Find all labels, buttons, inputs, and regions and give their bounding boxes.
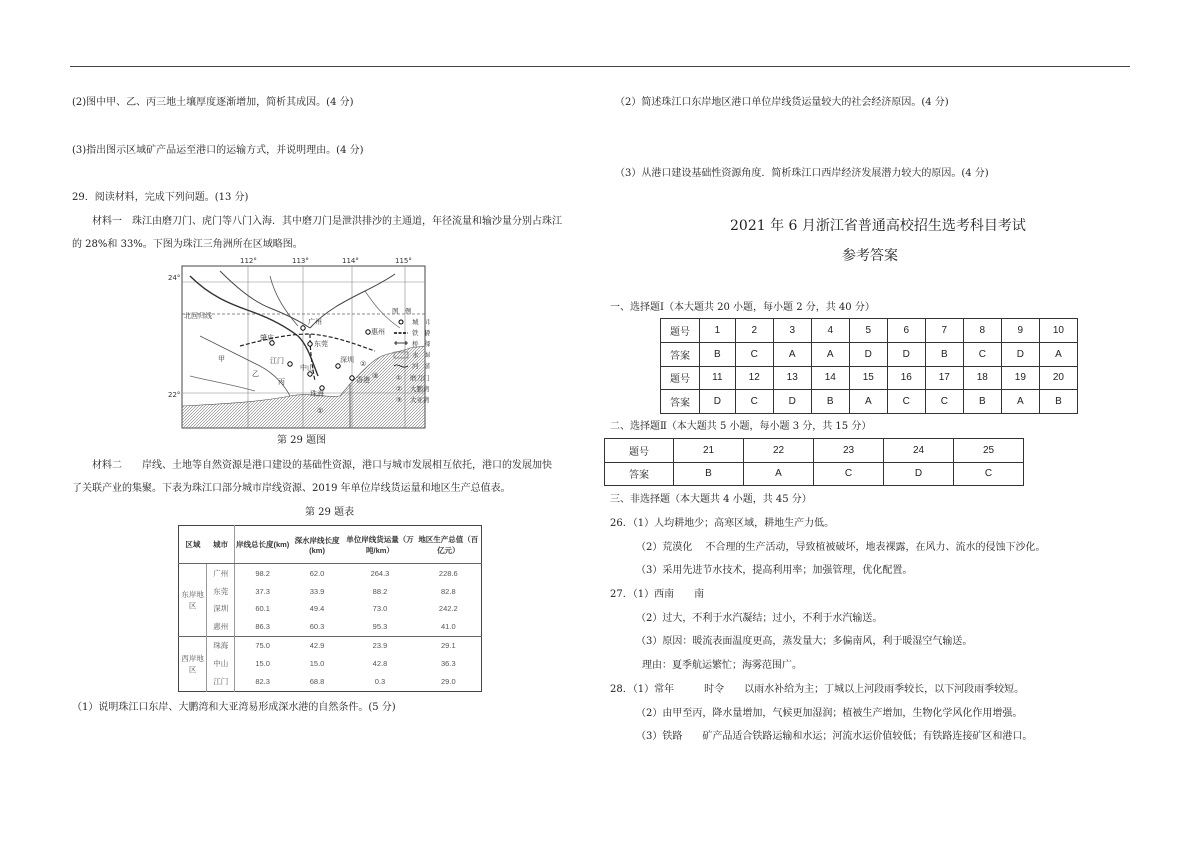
header-freight-per-km: 单位岸线货运量（万吨/km） bbox=[344, 526, 415, 564]
cell: C bbox=[735, 390, 773, 414]
cell: 95.3 bbox=[372, 622, 388, 632]
cell: 13 bbox=[773, 366, 811, 390]
cell: 20 bbox=[1039, 366, 1077, 390]
section-2-heading: 二、选择题Ⅱ（本大题共 5 小题，每小题 3 分，共 15 分） bbox=[610, 421, 872, 432]
cell: 深圳 bbox=[207, 600, 235, 618]
cell: A bbox=[811, 342, 849, 366]
cell: 17 bbox=[925, 366, 963, 390]
cell: 2 bbox=[735, 319, 773, 343]
answer-27-4: 理由：夏季航运繁忙；海雾范围广。 bbox=[642, 660, 802, 671]
cell: 21 bbox=[674, 439, 744, 463]
cell: 0.3 bbox=[374, 677, 386, 687]
cell: 16 bbox=[887, 366, 925, 390]
cell: 42.8 bbox=[372, 659, 388, 669]
row-label: 答案 bbox=[661, 342, 700, 366]
cell: A bbox=[773, 342, 811, 366]
place-hongkong: 香港 bbox=[356, 376, 370, 384]
map-drawing bbox=[160, 256, 430, 432]
cell: A bbox=[849, 390, 887, 414]
question-29-3: （3）从港口建设基础性资源角度．简析珠江口西岸经济发展潜力较大的原因。(4 分) bbox=[615, 168, 989, 179]
cell: 1 bbox=[700, 319, 736, 343]
cell: D bbox=[700, 390, 736, 414]
table-row bbox=[179, 600, 482, 618]
cell: C bbox=[814, 462, 884, 486]
answer-28-1: 28．（1）常年 时令 以雨水补给为主；丁城以上河段雨季较长，以下河段雨季较短。 bbox=[610, 684, 1025, 695]
cell: 24 bbox=[884, 439, 954, 463]
legend-water: 水 域 bbox=[412, 351, 430, 359]
answer-table-2 bbox=[604, 438, 1024, 486]
legend-city: 城 市 bbox=[412, 318, 430, 326]
cell: C bbox=[925, 390, 963, 414]
legend-mark-3: ③ bbox=[396, 396, 402, 404]
map-caption: 第 29 题图 bbox=[277, 435, 327, 446]
cell: 68.8 bbox=[309, 677, 325, 687]
cell: C bbox=[887, 390, 925, 414]
legend-dapeng: 大鹏湾 bbox=[410, 385, 430, 393]
place-bing: 丙 bbox=[278, 378, 285, 386]
row-label: 题号 bbox=[605, 439, 674, 463]
cell: A bbox=[1039, 342, 1077, 366]
place-dongguan: 东莞 bbox=[314, 340, 328, 348]
cell: B bbox=[811, 390, 849, 414]
answer-28-3: （3）铁路 矿产品适合铁路运输和水运；河流水运价值较低；有铁路连接矿区和港口。 bbox=[636, 731, 1033, 742]
cell: B bbox=[700, 342, 736, 366]
question-29-2: （2）简述珠江口东岸地区港口单位岸线货运量较大的社会经济原因。(4 分) bbox=[615, 97, 949, 108]
cell: 11 bbox=[700, 366, 736, 390]
cell: 15.0 bbox=[309, 659, 325, 669]
question-28-2: (2)图中甲、乙、丙三地土壤厚度逐渐增加，简析其成因。(4 分) bbox=[72, 97, 354, 108]
header-deepwater-length: 深水岸线长度(km) bbox=[290, 526, 344, 564]
section-3-heading: 三、非选择题（本大题共 4 小题，共 45 分） bbox=[610, 494, 812, 505]
place-zhongshan: 中山 bbox=[300, 364, 314, 372]
marker-1: ① bbox=[317, 407, 324, 415]
table-row bbox=[179, 582, 482, 600]
cell: 5 bbox=[849, 319, 887, 343]
cell: 75.0 bbox=[235, 636, 290, 655]
place-jia: 甲 bbox=[218, 355, 225, 363]
cell: 4 bbox=[811, 319, 849, 343]
region-east: 东岸地区 bbox=[179, 564, 207, 637]
cell: D bbox=[884, 462, 954, 486]
cell: C bbox=[954, 462, 1024, 486]
cell: 82.3 bbox=[255, 677, 270, 687]
cell: 12 bbox=[735, 366, 773, 390]
cell: B bbox=[674, 462, 744, 486]
legend-mark-2: ② bbox=[396, 385, 402, 393]
cell: 228.6 bbox=[438, 568, 458, 578]
answer-28-2: （2）由甲至丙，降水量增加，气候更加湿润；植被生产增加，生物化学风化作用增强。 bbox=[636, 708, 1023, 719]
cell: 60.3 bbox=[309, 622, 325, 632]
header-rule bbox=[70, 66, 1130, 67]
answer-26-1: 26．（1）人均耕地少；高寒区域，耕地生产力低。 bbox=[610, 518, 835, 529]
cell: D bbox=[1001, 342, 1039, 366]
cell: A bbox=[744, 462, 814, 486]
cell: 29.0 bbox=[441, 677, 456, 687]
legend-title: 图 例 bbox=[392, 307, 412, 315]
cell: D bbox=[773, 390, 811, 414]
header-coastline-length: 岸线总长度(km) bbox=[235, 526, 290, 564]
header-city: 城市 bbox=[207, 526, 235, 564]
cell: 15.0 bbox=[255, 659, 270, 669]
place-guangzhou: 广州 bbox=[308, 318, 322, 326]
cell: 中山 bbox=[207, 655, 235, 673]
cell: 10 bbox=[1039, 319, 1077, 343]
legend-railway: 铁 路 bbox=[412, 329, 430, 337]
cell: 29.1 bbox=[416, 636, 482, 655]
cell: 264.3 bbox=[370, 568, 390, 578]
place-huizhou: 惠州 bbox=[371, 328, 385, 336]
table-row bbox=[179, 655, 482, 673]
lon-label-114: 114° bbox=[342, 257, 359, 265]
header-region: 区域 bbox=[179, 526, 207, 564]
cell: B bbox=[963, 390, 1001, 414]
cell: 33.9 bbox=[309, 586, 325, 596]
answer-27-1: 27．（1）西南 南 bbox=[610, 589, 705, 600]
answer-26-3: （3）采用先进节水技术，提高利用率；加强管理，优化配置。 bbox=[636, 565, 913, 576]
cell: 60.1 bbox=[255, 604, 270, 614]
cell: 86.3 bbox=[255, 622, 270, 632]
cell: 82.8 bbox=[441, 586, 456, 596]
cell: 88.2 bbox=[372, 586, 388, 596]
cell: 41.0 bbox=[441, 622, 456, 632]
place-jiangmen: 江门 bbox=[270, 357, 284, 365]
row-label: 答案 bbox=[605, 462, 674, 486]
cell: 42.9 bbox=[290, 636, 344, 655]
legend-mark-1: ① bbox=[396, 374, 402, 382]
cell: 3 bbox=[773, 319, 811, 343]
coastline-stats-table bbox=[178, 525, 482, 692]
cell: B bbox=[925, 342, 963, 366]
marker-2: ② bbox=[360, 360, 367, 368]
cell: 8 bbox=[963, 319, 1001, 343]
cell: A bbox=[1001, 390, 1039, 414]
tropic-label: 北回归线 bbox=[184, 312, 212, 320]
material-2-line-2: 了关联产业的集聚。下表为珠江口部分城市岸线资源、2019 年单位岸线货运量和地区生产总值表。 bbox=[72, 483, 511, 494]
cell: C bbox=[963, 342, 1001, 366]
cell: 62.0 bbox=[309, 568, 325, 578]
question-28-3: (3)指出图示区域矿产品运至港口的运输方式，并说明理由。(4 分) bbox=[72, 145, 364, 156]
table-row bbox=[179, 564, 482, 583]
cell: 73.0 bbox=[372, 604, 388, 614]
cell: 15 bbox=[849, 366, 887, 390]
cell: 9 bbox=[1001, 319, 1039, 343]
place-shenzhen: 深圳 bbox=[340, 356, 354, 364]
table-row bbox=[179, 673, 482, 692]
table-row bbox=[179, 636, 482, 655]
legend-river: 河 流 bbox=[412, 362, 430, 370]
cell: 19 bbox=[1001, 366, 1039, 390]
cell: 23.9 bbox=[344, 636, 415, 655]
cell: 49.4 bbox=[309, 604, 325, 614]
section-1-heading: 一、选择题Ⅰ（本大题共 20 小题，每小题 2 分，共 40 分） bbox=[610, 302, 875, 313]
cell: 37.3 bbox=[255, 586, 270, 596]
lon-label-115: 115° bbox=[395, 257, 412, 265]
lat-label-24: 24° bbox=[168, 274, 181, 282]
table-row bbox=[179, 618, 482, 637]
cell: 珠海 bbox=[207, 636, 235, 655]
lat-label-22: 22° bbox=[168, 391, 181, 399]
answer-27-3: （3）原因：暖流表面温度更高，蒸发量大；多偏南风，利于暖湿空气输送。 bbox=[636, 636, 973, 647]
cell: B bbox=[1039, 390, 1077, 414]
place-yi: 乙 bbox=[252, 370, 259, 378]
marker-3: ③ bbox=[372, 372, 379, 380]
lon-label-113: 113° bbox=[292, 257, 309, 265]
place-zhuhai: 珠海 bbox=[310, 390, 324, 398]
cell: 36.3 bbox=[441, 659, 456, 669]
cell: 14 bbox=[811, 366, 849, 390]
answer-27-2: （2）过大，不利于水汽凝结；过小，不利于水汽输送。 bbox=[636, 613, 883, 624]
row-label: 题号 bbox=[661, 366, 700, 390]
lon-label-112: 112° bbox=[240, 257, 257, 265]
legend-modaomen: 磨刀门 bbox=[410, 374, 430, 382]
cell: 18 bbox=[963, 366, 1001, 390]
legend-bridge: 桥 梁 bbox=[412, 340, 430, 348]
header-gdp: 地区生产总值（百亿元） bbox=[416, 526, 482, 564]
pearl-river-delta-map bbox=[160, 256, 430, 432]
material-1-line-1: 材料一 珠江由磨刀门、虎门等八门入海．其中磨刀门是泄洪排沙的主通道，年径流量和输沙量分别占珠江 bbox=[92, 216, 562, 227]
cell: 惠州 bbox=[207, 618, 235, 637]
cell: 6 bbox=[887, 319, 925, 343]
answer-table-1 bbox=[660, 318, 1078, 414]
question-29-title: 29．阅读材料，完成下列问题。(13 分) bbox=[72, 192, 249, 203]
cell: 7 bbox=[925, 319, 963, 343]
exam-title: 2021 年 6 月浙江省普通高校招生选考科目考试 bbox=[730, 218, 1026, 234]
region-west: 西岸地区 bbox=[179, 636, 207, 691]
answer-title: 参考答案 bbox=[842, 248, 898, 264]
question-29-1: （1）说明珠江口东岸、大鹏湾和大亚湾易形成深水港的自然条件。(5 分) bbox=[72, 702, 396, 713]
material-2-line-1: 材料二 岸线、土地等自然资源是港口建设的基础性资源，港口与城市发展相互依托，港口的发展加快 bbox=[92, 460, 552, 471]
row-label: 答案 bbox=[661, 390, 700, 414]
row-label: 题号 bbox=[661, 319, 700, 343]
cell: 242.2 bbox=[438, 604, 458, 614]
cell: 22 bbox=[744, 439, 814, 463]
table-caption: 第 29 题表 bbox=[305, 507, 355, 518]
cell: 东莞 bbox=[207, 582, 235, 600]
cell: D bbox=[849, 342, 887, 366]
place-zhaoqing: 肇庆 bbox=[260, 334, 274, 342]
cell: C bbox=[735, 342, 773, 366]
material-1-line-2: 的 28%和 33%。下图为珠江三角洲所在区域略图。 bbox=[72, 239, 303, 250]
legend-daya: 大亚湾 bbox=[410, 396, 430, 404]
cell: 江门 bbox=[207, 673, 235, 692]
cell: 广州 bbox=[207, 564, 235, 583]
cell: 23 bbox=[814, 439, 884, 463]
cell: 98.2 bbox=[255, 568, 270, 578]
answer-26-2: （2）荒漠化 不合理的生产活动，导致植被破坏，地表裸露，在风力、流水的侵蚀下沙化。 bbox=[636, 542, 1046, 553]
cell: 25 bbox=[954, 439, 1024, 463]
cell: D bbox=[887, 342, 925, 366]
